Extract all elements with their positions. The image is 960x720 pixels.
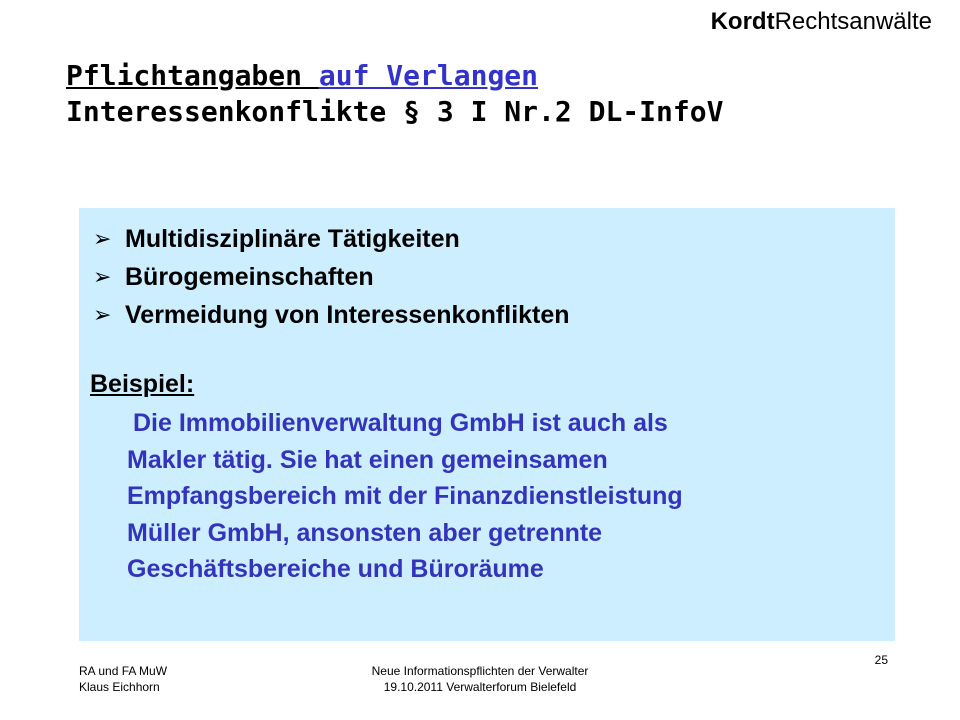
example-line: Müller GmbH, ansonsten aber getrennte	[127, 518, 603, 547]
bullet-item	[93, 220, 570, 258]
footer-event-line-1: Neue Informationspflichten der Verwalter	[371, 664, 589, 678]
footer-event-line-2: 19.10.2011 Verwalterforum Bielefeld	[383, 680, 577, 694]
content-box	[79, 208, 895, 641]
logo-regular-text: Rechtsanwälte	[774, 8, 932, 35]
arrow-bullet-icon: ➢	[93, 226, 112, 251]
bullet-list	[93, 220, 570, 334]
slide-title	[66, 58, 723, 130]
title-accent: auf Verlangen	[318, 59, 539, 92]
example-line: Die Immobilienverwaltung GmbH ist auch als	[133, 409, 668, 437]
footer-author-line-2: Klaus Eichhorn	[79, 680, 160, 694]
footer-event	[300, 663, 660, 695]
footer-author	[79, 663, 167, 695]
example-line: Geschäftsbereiche und Büroräume	[127, 555, 544, 583]
footer-author-line-1: RA und FA MuW	[79, 664, 168, 678]
example-line: Empfangsbereich mit der Finanzdienstleistung	[127, 482, 683, 510]
arrow-bullet-icon: ➢	[93, 264, 112, 289]
bullet-text: Multidisziplinäre Tätigkeiten	[125, 224, 460, 253]
firm-logo	[711, 7, 932, 37]
bullet-item	[93, 258, 570, 296]
logo-bold-text: Kordt	[710, 8, 775, 35]
example-text	[127, 405, 867, 588]
bullet-text: Bürogemeinschaften	[125, 262, 374, 291]
bullet-item	[93, 296, 570, 334]
title-prefix: Pflichtangaben	[66, 59, 319, 92]
title-line-1	[66, 58, 723, 94]
example-label: Beispiel:	[90, 370, 195, 398]
page-number: 25	[874, 653, 888, 667]
arrow-bullet-icon: ➢	[93, 302, 112, 327]
example-line: Makler tätig. Sie hat einen gemeinsamen	[127, 445, 608, 474]
bullet-text: Vermeidung von Interessenkonflikten	[125, 300, 570, 329]
title-line-2: Interessenkonflikte § 3 I Nr.2 DL-InfoV	[66, 95, 724, 128]
